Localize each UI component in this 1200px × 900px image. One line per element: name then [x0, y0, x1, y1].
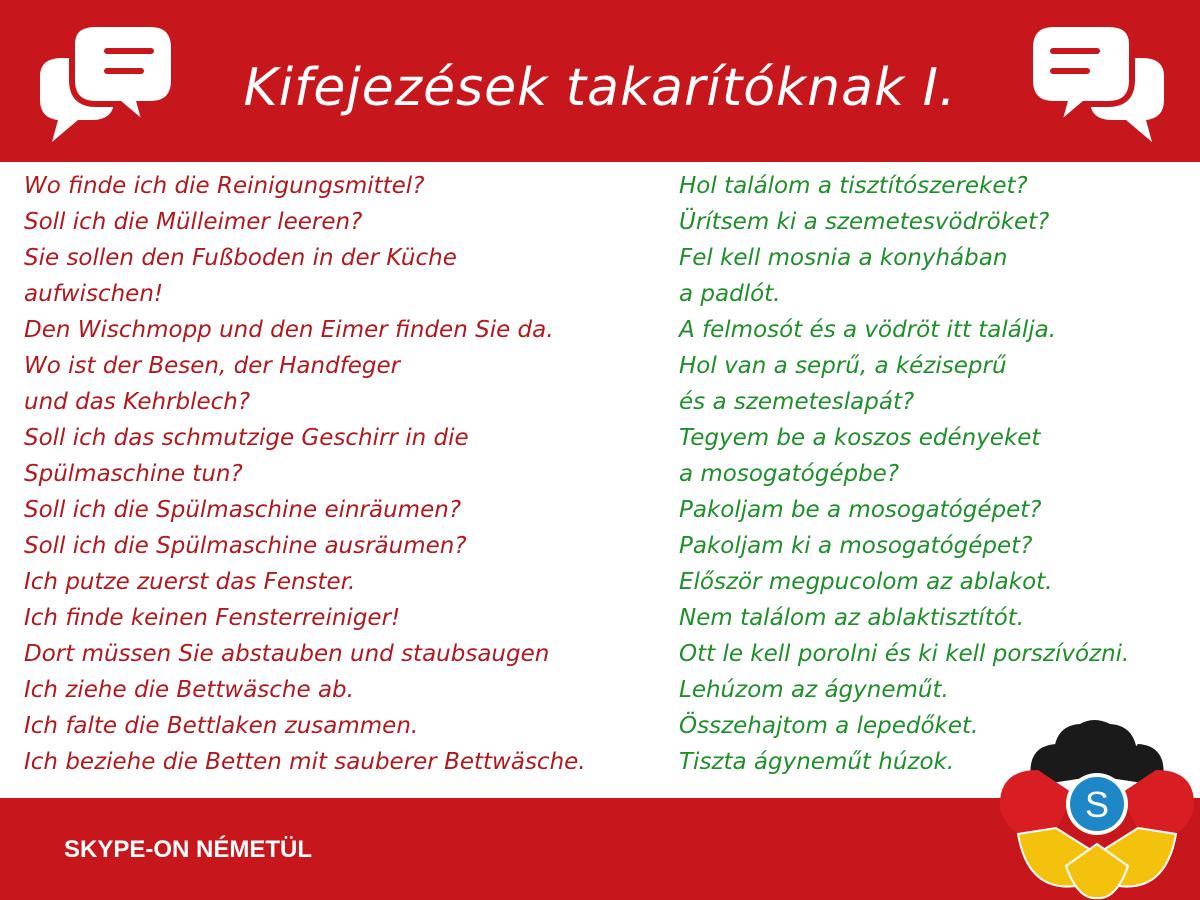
brand-name: SKYPE-ON NÉMETÜL: [64, 836, 313, 863]
hungarian-phrase: Hol találom a tisztítószereket?: [679, 173, 1028, 199]
german-phrase: Ich finde keinen Fensterreiniger!: [24, 605, 401, 631]
hungarian-phrase: Összehajtom a lepedőket.: [679, 713, 979, 739]
chat-bubbles-icon: [1012, 14, 1182, 154]
hungarian-phrase: Tiszta ágyneműt húzok.: [679, 749, 955, 775]
skype-flower-logo: [994, 716, 1200, 900]
german-phrase: Soll ich die Spülmaschine ausräumen?: [24, 533, 467, 559]
german-phrase: Ich falte die Bettlaken zusammen.: [24, 713, 419, 739]
german-phrase: Ich beziehe die Betten mit sauberer Bettwäsche.: [24, 749, 586, 775]
header-banner: [0, 0, 1200, 162]
hungarian-phrase: Pakoljam be a mosogatógépet?: [679, 497, 1042, 523]
german-phrase: Wo finde ich die Reinigungsmittel?: [24, 173, 425, 199]
hungarian-phrase: a padlót.: [679, 281, 781, 307]
hungarian-phrase: Pakoljam ki a mosogatógépet?: [679, 533, 1033, 559]
hungarian-phrase: és a szemeteslapát?: [679, 389, 915, 415]
hungarian-phrase: A felmosót és a vödröt itt találja.: [679, 317, 1057, 343]
hungarian-phrase: Nem találom az ablaktisztítót.: [679, 605, 1025, 631]
german-phrase: Den Wischmopp und den Eimer finden Sie da.: [24, 317, 554, 343]
hungarian-phrase: Tegyem be a koszos edényeket: [679, 425, 1041, 451]
german-phrase: Soll ich die Mülleimer leeren?: [24, 209, 363, 235]
german-phrase: Wo ist der Besen, der Handfeger: [24, 353, 401, 379]
hungarian-phrase: Lehúzom az ágyneműt.: [679, 677, 949, 703]
german-phrase: Ich ziehe die Bettwäsche ab.: [24, 677, 354, 703]
hungarian-phrase: Először megpucolom az ablakot.: [679, 569, 1053, 595]
hungarian-phrase: Hol van a seprű, a kéziseprű: [679, 353, 1007, 379]
phrase-table: [0, 162, 1200, 798]
german-phrase: Spülmaschine tun?: [24, 461, 243, 487]
german-phrase: Soll ich das schmutzige Geschirr in die: [24, 425, 469, 451]
german-phrase: Sie sollen den Fußboden in der Küche: [24, 245, 457, 271]
german-phrase: aufwischen!: [24, 281, 164, 307]
page-title: Kifejezések takarítóknak I.: [243, 58, 957, 118]
german-phrase: Soll ich die Spülmaschine einräumen?: [24, 497, 462, 523]
german-phrase: Ich putze zuerst das Fenster.: [24, 569, 356, 595]
german-phrase: Dort müssen Sie abstauben und staubsaugen: [24, 641, 550, 667]
hungarian-phrase: Ott le kell porolni és ki kell porszívózni.: [679, 641, 1130, 667]
hungarian-phrase: Ürítsem ki a szemetesvödröket?: [679, 209, 1050, 235]
hungarian-phrases-column: [679, 168, 1129, 780]
hungarian-phrase: Fel kell mosnia a konyhában: [679, 245, 1008, 271]
german-phrases-column: [24, 168, 586, 780]
logo-letter: S: [1084, 784, 1110, 825]
german-phrase: und das Kehrblech?: [24, 389, 251, 415]
hungarian-phrase: a mosogatógépbe?: [679, 461, 900, 487]
